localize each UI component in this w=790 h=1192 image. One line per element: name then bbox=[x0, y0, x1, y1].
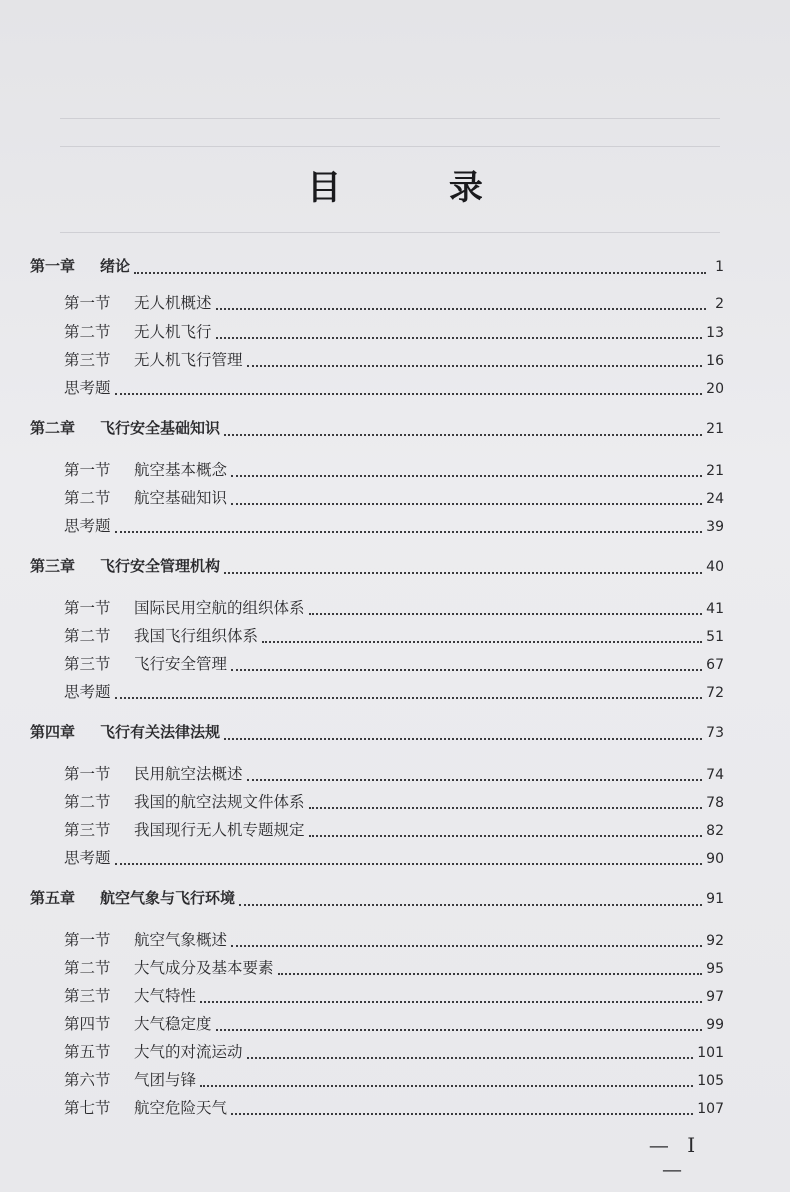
toc-section-number: 第一节 bbox=[64, 931, 111, 949]
toc-section-number: 第三节 bbox=[64, 987, 111, 1005]
toc-section-title: 飞行安全管理 bbox=[134, 655, 228, 673]
toc-section[interactable] bbox=[64, 652, 724, 676]
toc-section[interactable] bbox=[64, 1068, 724, 1092]
toc-section-number: 第三节 bbox=[64, 655, 111, 673]
dot-leader bbox=[224, 433, 702, 436]
dot-leader bbox=[231, 1112, 693, 1115]
dot-leader bbox=[231, 502, 702, 505]
bleed-through-line bbox=[60, 118, 720, 119]
toc-section-page: 92 bbox=[706, 933, 724, 949]
dot-leader bbox=[231, 474, 702, 477]
toc-chapter-number: 第五章 bbox=[30, 889, 76, 907]
dot-leader bbox=[224, 737, 702, 740]
toc-section-page: 16 bbox=[706, 353, 724, 369]
toc-section-title: 无人机概述 bbox=[134, 294, 212, 312]
toc-section-number: 第一节 bbox=[64, 599, 111, 617]
toc-section[interactable] bbox=[64, 486, 724, 510]
dot-leader bbox=[247, 778, 703, 781]
dot-leader bbox=[309, 806, 703, 809]
toc-section-title: 大气稳定度 bbox=[134, 1015, 212, 1033]
dot-leader bbox=[278, 972, 703, 975]
toc-section-title: 大气的对流运动 bbox=[134, 1043, 243, 1061]
toc-review-title: 思考题 bbox=[64, 849, 111, 867]
dot-leader bbox=[115, 862, 703, 865]
toc-section[interactable] bbox=[64, 762, 724, 786]
toc-chapter[interactable] bbox=[30, 555, 724, 579]
toc-review[interactable] bbox=[64, 680, 724, 704]
toc-chapter-page: 91 bbox=[706, 891, 724, 907]
toc-section-page: 51 bbox=[706, 629, 724, 645]
toc-section[interactable] bbox=[64, 928, 724, 952]
toc-chapter[interactable] bbox=[30, 417, 724, 441]
toc-section-title: 大气特性 bbox=[134, 987, 197, 1005]
dot-leader bbox=[309, 834, 703, 837]
dot-leader bbox=[115, 530, 703, 533]
toc-section[interactable] bbox=[64, 1040, 724, 1064]
toc-review-title: 思考题 bbox=[64, 379, 111, 397]
toc-section-page: 74 bbox=[706, 767, 724, 783]
toc-chapter-number: 第一章 bbox=[30, 257, 76, 275]
toc-review-page: 72 bbox=[706, 685, 724, 701]
toc-section-page: 107 bbox=[697, 1101, 724, 1117]
toc-section-title: 我国现行无人机专题规定 bbox=[134, 821, 305, 839]
toc-section-title: 航空基本概念 bbox=[134, 461, 228, 479]
dot-leader bbox=[224, 571, 702, 574]
toc-section-page: 41 bbox=[706, 601, 724, 617]
toc-review[interactable] bbox=[64, 514, 724, 538]
toc-section-page: 24 bbox=[706, 491, 724, 507]
toc-section[interactable] bbox=[64, 956, 724, 980]
toc-section-title: 航空基础知识 bbox=[134, 489, 228, 507]
toc-chapter-number: 第二章 bbox=[30, 419, 76, 437]
toc-section-number: 第二节 bbox=[64, 627, 111, 645]
toc-section-number: 第三节 bbox=[64, 821, 111, 839]
toc-chapter-number: 第四章 bbox=[30, 723, 76, 741]
dot-leader bbox=[247, 364, 703, 367]
toc-section[interactable] bbox=[64, 624, 724, 648]
toc-chapter-title: 航空气象与飞行环境 bbox=[100, 889, 236, 907]
toc-chapter-number: 第三章 bbox=[30, 557, 76, 575]
toc-section-page: 82 bbox=[706, 823, 724, 839]
toc-section-title: 航空危险天气 bbox=[134, 1099, 228, 1117]
toc-chapter[interactable] bbox=[30, 721, 724, 745]
toc-section-number: 第二节 bbox=[64, 323, 111, 341]
toc-section-page: 67 bbox=[706, 657, 724, 673]
toc-section-page: 78 bbox=[706, 795, 724, 811]
dot-leader bbox=[216, 336, 703, 339]
dot-leader bbox=[216, 307, 706, 310]
toc-review[interactable] bbox=[64, 376, 724, 400]
toc-section[interactable] bbox=[64, 1012, 724, 1036]
toc-section-title: 民用航空法概述 bbox=[134, 765, 243, 783]
toc-chapter-page: 73 bbox=[706, 725, 724, 741]
dot-leader bbox=[115, 696, 703, 699]
toc-section-title: 气团与锋 bbox=[134, 1071, 197, 1089]
toc-section[interactable] bbox=[64, 596, 724, 620]
dot-leader bbox=[231, 668, 702, 671]
toc-section-title: 国际民用空航的组织体系 bbox=[134, 599, 305, 617]
toc-section-number: 第三节 bbox=[64, 351, 111, 369]
toc-section-title: 航空气象概述 bbox=[134, 931, 228, 949]
toc-section-number: 第七节 bbox=[64, 1099, 111, 1117]
toc-review-title: 思考题 bbox=[64, 683, 111, 701]
toc-chapter[interactable] bbox=[30, 887, 724, 911]
toc-section-number: 第二节 bbox=[64, 959, 111, 977]
toc-section[interactable] bbox=[64, 1096, 724, 1120]
toc-section-page: 13 bbox=[706, 325, 724, 341]
toc-chapter-page: 40 bbox=[706, 559, 724, 575]
toc-section-page: 2 bbox=[715, 296, 724, 312]
toc-chapter-title: 飞行有关法律法规 bbox=[100, 723, 221, 741]
toc-review-page: 39 bbox=[706, 519, 724, 535]
toc-review-page: 90 bbox=[706, 851, 724, 867]
dot-leader bbox=[115, 392, 703, 395]
toc-review-title: 思考题 bbox=[64, 517, 111, 535]
page-title: 目 录 bbox=[307, 168, 531, 208]
toc-section-title: 无人机飞行管理 bbox=[134, 351, 243, 369]
toc-section-number: 第一节 bbox=[64, 461, 111, 479]
toc-section-number: 第五节 bbox=[64, 1043, 111, 1061]
toc-section-number: 第二节 bbox=[64, 793, 111, 811]
toc-chapter-title: 飞行安全管理机构 bbox=[100, 557, 221, 575]
toc-section-number: 第一节 bbox=[64, 765, 111, 783]
toc-section[interactable] bbox=[64, 984, 724, 1008]
toc-section-title: 我国飞行组织体系 bbox=[134, 627, 259, 645]
toc-section-page: 101 bbox=[697, 1045, 724, 1061]
toc-chapter-title: 飞行安全基础知识 bbox=[100, 419, 221, 437]
dot-leader bbox=[231, 944, 702, 947]
toc-section[interactable] bbox=[64, 458, 724, 482]
toc-section-page: 21 bbox=[706, 463, 724, 479]
toc-section[interactable] bbox=[64, 818, 724, 842]
dot-leader bbox=[309, 612, 703, 615]
toc-section-title: 我国的航空法规文件体系 bbox=[134, 793, 305, 811]
toc-section[interactable] bbox=[64, 291, 724, 315]
toc-chapter-page: 21 bbox=[706, 421, 724, 437]
toc-section[interactable] bbox=[64, 790, 724, 814]
toc-section-number: 第四节 bbox=[64, 1015, 111, 1033]
toc-chapter-title: 绪论 bbox=[100, 257, 131, 275]
toc-section-title: 无人机飞行 bbox=[134, 323, 212, 341]
page-folio: — I — bbox=[648, 1133, 702, 1181]
toc-section-number: 第二节 bbox=[64, 489, 111, 507]
dot-leader bbox=[247, 1056, 694, 1059]
dot-leader bbox=[200, 1084, 693, 1087]
toc-section-page: 95 bbox=[706, 961, 724, 977]
toc-section[interactable] bbox=[64, 348, 724, 372]
toc-section-number: 第一节 bbox=[64, 294, 111, 312]
toc-section[interactable] bbox=[64, 320, 724, 344]
toc-review[interactable] bbox=[64, 846, 724, 870]
dot-leader bbox=[200, 1000, 702, 1003]
bleed-through-line bbox=[60, 146, 720, 147]
toc-section-title: 大气成分及基本要素 bbox=[134, 959, 274, 977]
toc-chapter-page: 1 bbox=[715, 259, 724, 275]
bleed-through-line bbox=[60, 232, 720, 233]
toc-chapter[interactable] bbox=[30, 255, 724, 279]
toc-review-page: 20 bbox=[706, 381, 724, 397]
toc-section-page: 99 bbox=[706, 1017, 724, 1033]
dot-leader bbox=[134, 271, 706, 274]
toc-section-page: 97 bbox=[706, 989, 724, 1005]
toc-section-number: 第六节 bbox=[64, 1071, 111, 1089]
dot-leader bbox=[239, 903, 702, 906]
dot-leader bbox=[216, 1028, 703, 1031]
dot-leader bbox=[262, 640, 702, 643]
toc-section-page: 105 bbox=[697, 1073, 724, 1089]
